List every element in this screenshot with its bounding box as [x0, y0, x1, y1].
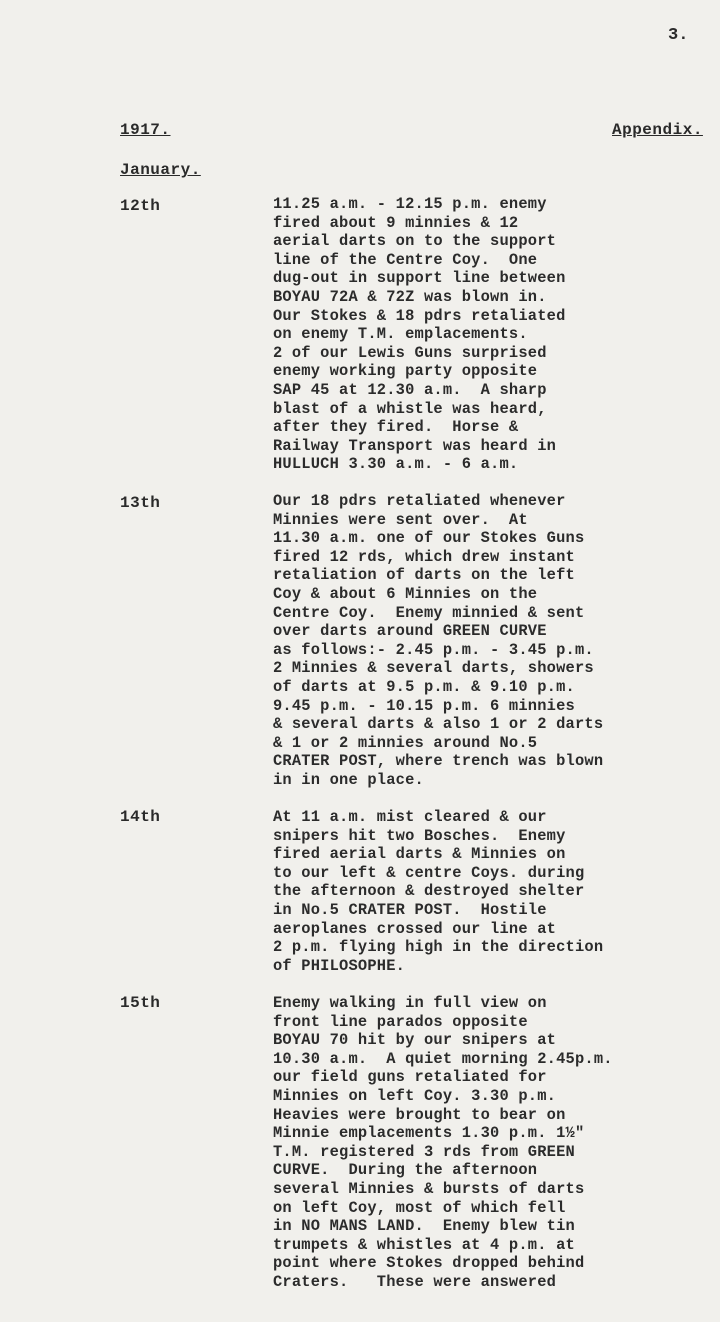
entry-line: Enemy walking in full view on [273, 994, 547, 1012]
entry-line: enemy working party opposite [273, 362, 538, 381]
entry-line: fired about 9 minnies & 12 [273, 213, 519, 232]
entry-line: point where Stokes dropped behind [273, 1254, 585, 1273]
entry-text-13th [273, 492, 713, 790]
entry-line: SAP 45 at 12.30 a.m. A sharp [273, 380, 547, 399]
month-heading: January. [120, 161, 201, 179]
entry-line: retaliation of darts on the left [273, 566, 575, 585]
entry-line: BOYAU 70 hit by our snipers at [273, 1031, 557, 1050]
entry-line: & 1 or 2 minnies around No.5 [273, 733, 538, 752]
entry-line: to our left & centre Coys. during [273, 863, 585, 882]
entry-line: Minnie emplacements 1.30 p.m. 1½" [273, 1124, 585, 1143]
entry-text-14th [273, 808, 713, 975]
entry-line: At 11 a.m. mist cleared & our [273, 808, 547, 826]
entry-line: 2 Minnies & several darts, showers [273, 659, 594, 678]
appendix-heading: Appendix. [612, 121, 703, 139]
entry-line: over darts around GREEN CURVE [273, 622, 547, 641]
entry-date-13th: 13th [120, 494, 161, 512]
entry-line: CRATER POST, where trench was blown [273, 752, 604, 771]
entry-line: BOYAU 72A & 72Z was blown in. [273, 287, 547, 306]
entry-line: aeroplanes crossed our line at [273, 919, 557, 938]
entry-line: CURVE. During the afternoon [273, 1161, 538, 1180]
entry-text-12th [273, 195, 713, 474]
entry-line: our field guns retaliated for [273, 1068, 547, 1087]
entry-line: Our 18 pdrs retaliated whenever [273, 492, 566, 510]
entry-line: front line parados opposite [273, 1012, 528, 1031]
entry-line: T.M. registered 3 rds from GREEN [273, 1142, 575, 1161]
entry-line: snipers hit two Bosches. Enemy [273, 826, 566, 845]
entry-line: as follows:- 2.45 p.m. - 3.45 p.m. [273, 640, 594, 659]
entry-line: 2 of our Lewis Guns surprised [273, 343, 547, 362]
entry-line: fired 12 rds, which drew instant [273, 547, 575, 566]
entry-line: Heavies were brought to bear on [273, 1105, 566, 1124]
entry-line: the afternoon & destroyed shelter [273, 882, 585, 901]
entry-line: in in one place. [273, 770, 424, 789]
entry-line: dug-out in support line between [273, 269, 566, 288]
entry-date-15th: 15th [120, 994, 161, 1012]
entry-line: 11.25 a.m. - 12.15 p.m. enemy [273, 195, 547, 213]
entry-date-14th: 14th [120, 808, 161, 826]
page-number: 3. [668, 26, 689, 45]
entry-line: fired aerial darts & Minnies on [273, 845, 566, 864]
entry-line: HULLUCH 3.30 a.m. - 6 a.m. [273, 455, 519, 474]
entry-line: 10.30 a.m. A quiet morning 2.45p.m. [273, 1049, 613, 1068]
entry-line: in NO MANS LAND. Enemy blew tin [273, 1217, 575, 1236]
entry-line: & several darts & also 1 or 2 darts [273, 715, 604, 734]
entry-line: Centre Coy. Enemy minnied & sent [273, 603, 585, 622]
entry-line: of PHILOSOPHE. [273, 956, 406, 975]
entry-line: 9.45 p.m. - 10.15 p.m. 6 minnies [273, 696, 575, 715]
entry-line: Minnies were sent over. At [273, 510, 528, 529]
entry-line: Our Stokes & 18 pdrs retaliated [273, 306, 566, 325]
entry-line: blast of a whistle was heard, [273, 399, 547, 418]
entry-line: in No.5 CRATER POST. Hostile [273, 900, 547, 919]
entry-date-12th: 12th [120, 197, 161, 215]
entry-line: 2 p.m. flying high in the direction [273, 938, 604, 957]
entry-line: after they fired. Horse & [273, 418, 519, 437]
year-heading: 1917. [120, 121, 171, 139]
entry-line: Coy & about 6 Minnies on the [273, 584, 538, 603]
entry-line: on enemy T.M. emplacements. [273, 325, 528, 344]
entry-line: on left Coy, most of which fell [273, 1198, 566, 1217]
entry-line: Minnies on left Coy. 3.30 p.m. [273, 1086, 557, 1105]
entry-line: line of the Centre Coy. One [273, 250, 538, 269]
entry-line: several Minnies & bursts of darts [273, 1179, 585, 1198]
entry-line: trumpets & whistles at 4 p.m. at [273, 1235, 575, 1254]
entry-line: Craters. These were answered [273, 1272, 557, 1291]
entry-line: Railway Transport was heard in [273, 436, 557, 455]
entry-line: of darts at 9.5 p.m. & 9.10 p.m. [273, 677, 575, 696]
entry-text-15th [273, 994, 713, 1292]
entry-line: aerial darts on to the support [273, 232, 557, 251]
entry-line: 11.30 a.m. one of our Stokes Guns [273, 529, 585, 548]
